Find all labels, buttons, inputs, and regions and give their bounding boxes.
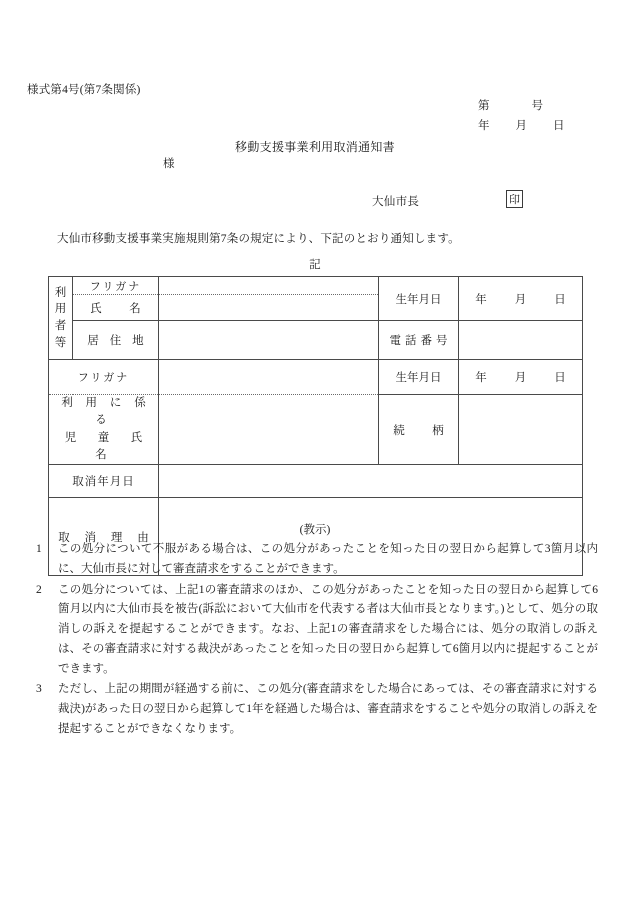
instruction-text: この処分について不服がある場合は、この処分があったことを知った日の翌日から起算して3箇月以内に、大仙市長に対して審査請求をすることができます。 [58, 543, 598, 575]
instruction-item [36, 680, 598, 739]
user-group-char: 用 [54, 303, 67, 316]
instruction-item [36, 540, 598, 580]
issuer-name: 大仙市長 [372, 196, 420, 208]
ki-mark: 記 [309, 259, 321, 271]
document-number-line [478, 97, 543, 113]
user-furigana-label: フリガナ [73, 277, 159, 295]
user-group-label [49, 277, 73, 360]
instruction-text: この処分については、上記1の審査請求のほか、この処分があったことを知った日の翌日から起算して6箇月以内に大仙市長を被告(訴訟において大仙市を代表する者は大仙市長となります。)として、処分の取消しの訴えを提起することができます。なお、上記1の審査請求をした場合には、処分の取消しの訴えは、その審査請求に対する裁決があったことを知った日の翌日から起算して6箇月以内に提起することができます。 [58, 583, 598, 675]
instruction-number: 2 [36, 583, 42, 596]
addressee-suffix: 様 [163, 158, 175, 170]
lead-sentence: 大仙市移動支援事業実施規則第7条の規定により、下記のとおり通知します。 [57, 233, 460, 245]
user-name-value[interactable] [159, 295, 379, 321]
table-row-child-name [49, 395, 583, 465]
cancel-date-value[interactable] [159, 465, 583, 498]
residence-value[interactable] [159, 321, 379, 360]
document-number-unit: 号 [531, 100, 543, 112]
user-name-label: 氏 名 [73, 295, 159, 321]
child-name-value[interactable] [159, 395, 379, 465]
date-year-label: 年 [478, 120, 490, 132]
instruction-number: 1 [36, 543, 42, 555]
month-label: 月 [514, 293, 527, 306]
instructions-list [36, 540, 598, 741]
relation-value[interactable] [459, 395, 583, 465]
cancel-reason-label: 取 消 理 由 [49, 498, 159, 576]
table-row-user-furigana [49, 277, 583, 295]
user-group-char: 者 [54, 320, 67, 332]
child-birthdate-placeholder [475, 372, 566, 384]
user-group-char: 利 [54, 286, 67, 299]
child-birthdate-label: 生年月日 [379, 360, 459, 395]
phone-value[interactable] [459, 321, 583, 360]
form-code: 様式第4号(第7条関係) [27, 84, 141, 96]
user-group-char: 等 [54, 336, 67, 349]
date-day-label: 日 [553, 120, 565, 132]
day-label: 日 [554, 372, 566, 384]
instruction-text: ただし、上記の期間が経過する前に、この処分(審査請求をした場合にあっては、その審査請求に対する裁決)があった日の翌日から起算して1年を経過した場合は、審査請求をすることや処分の取消しの訴えを提起することができなくなります。 [58, 683, 598, 735]
cancel-date-label: 取消年月日 [49, 465, 159, 498]
child-furigana-label: フリガナ [49, 360, 159, 395]
document-date-line [478, 117, 565, 133]
seal-stamp-box: 印 [506, 190, 523, 208]
day-label: 日 [554, 293, 566, 306]
document-title: 移動支援事業利用取消通知書 [235, 140, 395, 154]
instructions-heading: (教示) [299, 524, 331, 536]
child-birthdate-value[interactable] [459, 360, 583, 395]
document-number-label: 第 [478, 100, 490, 112]
instruction-item [36, 581, 598, 680]
phone-label: 電話番号 [379, 321, 459, 360]
user-birthdate-value[interactable] [459, 277, 583, 321]
user-birthdate-label: 生年月日 [379, 277, 459, 321]
birthdate-placeholder [475, 294, 566, 306]
child-name-label-line2: 児 童 氏 名 [64, 431, 164, 461]
child-furigana-value[interactable] [159, 360, 379, 395]
table-row-residence [49, 321, 583, 360]
table-row-child-furigana [49, 360, 583, 395]
user-furigana-value[interactable] [159, 277, 379, 295]
month-label: 月 [514, 372, 527, 384]
child-name-label [49, 395, 164, 465]
table-row-cancel-date [49, 465, 583, 498]
year-label: 年 [475, 372, 487, 384]
residence-label: 居 住 地 [73, 321, 159, 360]
instruction-number: 3 [36, 683, 42, 696]
year-label: 年 [475, 293, 487, 306]
relation-label: 続 柄 [379, 395, 459, 465]
date-month-label: 月 [515, 120, 527, 132]
child-name-label-line1: 利 用 に 係 る [61, 397, 151, 427]
